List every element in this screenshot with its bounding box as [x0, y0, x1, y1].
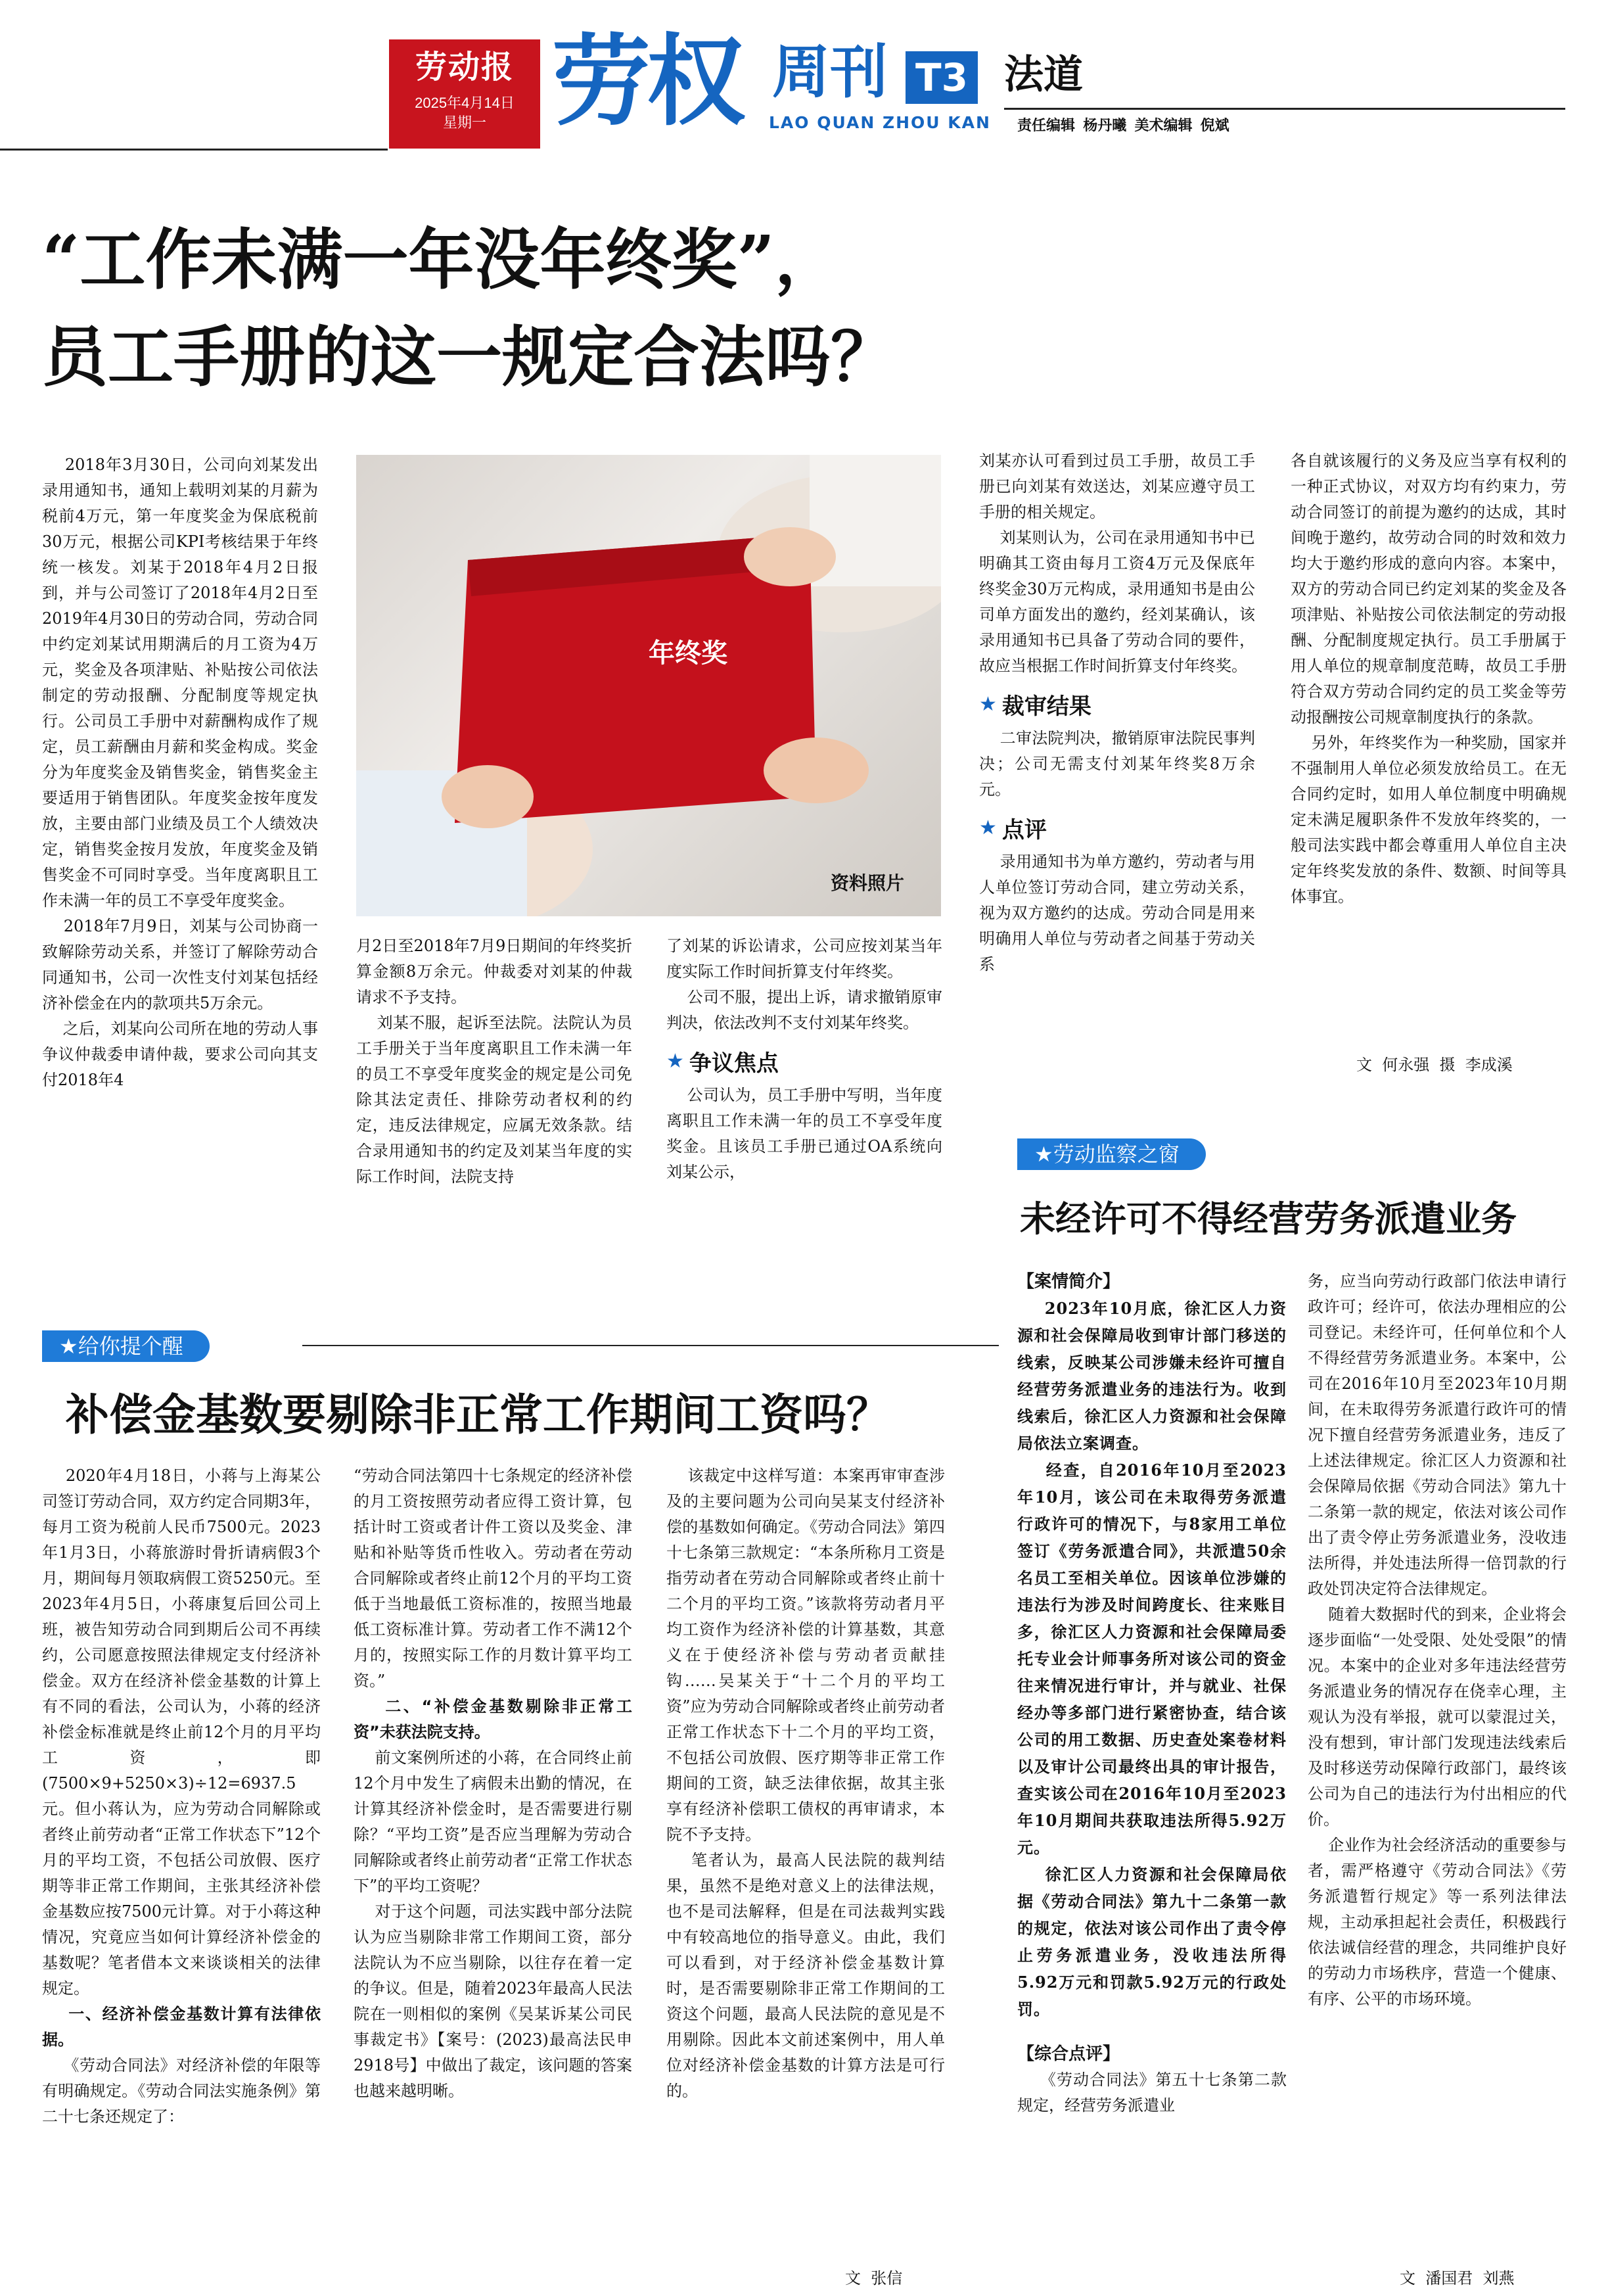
labor-column-2	[1308, 1269, 1567, 2261]
labor-comment-start: 《劳动合同法》第五十七条第二款规定，经营劳务派遣业	[1017, 2071, 1287, 2115]
supplement-title-zhoukan: 周刊	[772, 38, 888, 106]
main-body-3a: 了刘某的诉讼请求，公司应按刘某当年度实际工作时间折算支付年终奖。 公司不服，提出上诉，请求撤销原审判决，依法改判不支付刘某年终奖。	[666, 937, 942, 1032]
masthead-left-rule	[0, 149, 388, 151]
reminder-tag: ★给你提个醒	[42, 1330, 210, 1362]
photo-caption: 资料照片	[831, 872, 905, 894]
main-body-3b: 公司认为，员工手册中写明，当年度离职且工作未满一年的员工不享受年度奖金。且该员工手册已通过OA系统向刘某公示，	[666, 1086, 942, 1181]
labor-column-1	[1017, 1269, 1287, 2281]
issue-date: 2025年4月14日	[415, 95, 515, 111]
envelope-label: 年终奖	[649, 638, 727, 668]
labor-case-body: 2023年10月底，徐汇区人力资源和社会保障局收到审计部门移送的线索，反映某公司涉嫌未经许可擅自经营劳务派遣业务的违法行为。收到线索后，徐汇区人力资源和社会保障局依法立案调查。 经查，自2016年10月至2023年10月，该公司在未取得劳务派遣行政许可的情况下，与8家用工单位签订《劳务派遣合同》，共派遣50余名员工至相关单位。因该单位涉嫌的违法行为涉及时间跨度长、往来账目多，徐汇区人力资源和社会保障局委托专业会计师事务所对该公司的资金往来情况进行审计，并与就业、社保经办等多部门进行紧密协查，结合该公司的用工数据、历史查处案卷材料以及审计公司最终出具的审计报告，查实该公司在2016年10月至2023年10月期间共获取违法所得5.92万元。 徐汇区人力资源和社会保障局依据《劳动合同法》第九十二条第一款的规定，依法对该公司作出了责令停止劳务派遣业务，没收违法所得5.92万元和罚款5.92万元的行政处罚。	[1017, 1299, 1287, 2019]
main-column-3	[666, 933, 942, 1288]
reminder-body-2a: “劳动合同法第四十七条规定的经济补偿的月工资按照劳动者应得工资计算，包括计时工资或者计件工资以及奖金、津贴和补贴等货币性收入。劳动者在劳动合同解除或者终止前12个月的平均工资低于当地最低工资标准的，按照当地最低工资标准计算。劳动者工作不满12个月的，按照实际工作的月数计算平均工资。”	[354, 1466, 632, 1690]
reminder-column-1	[42, 1463, 321, 2293]
labor-headline: 未经许可不得经营劳务派遣业务	[1020, 1198, 1517, 1240]
newspaper-logo-block	[389, 39, 540, 149]
main-body-5: 各自就该履行的义务及应当享有权利的一种正式协议，对双方均有约束力，劳动合同签订的前提为邀约的达成，其时间晚于邀约，故劳动合同的时效和效力均大于邀约形成的意向内容。本案中，双方的劳动合同已约定刘某的奖金及各项津贴、补贴按公司依法制定的劳动报酬、分配制度规定执行。员工手册属于用人单位的规章制度范畴，故员工手册符合双方劳动合同约定的员工奖金等劳动报酬按公司规章制度执行的条款。 另外，年终奖作为一种奖励，国家并不强制用人单位必须发放给员工。在无合同约定时，如用人单位制度中明确规定未满足履职条件不发放年终奖的，一般司法实践中都会尊重用人单位自主决定年终奖发放的条件、数额、时间等具体事宜。	[1291, 452, 1567, 906]
main-body-1: 2018年3月30日，公司向刘某发出录用通知书，通知上载明刘某的月薪为税前4万元，第一年度奖金为保底税前30万元，根据公司KPI考核结果于年终统一核发。刘某于2018年4月2日报到，并与公司签订了2018年4月2日至2019年4月30日的劳动合同，劳动合同中约定刘某试用期满后的月工资为4万元，奖金及各项津贴、补贴按公司依法制定的劳动报酬、分配制度等规定执行。公司员工手册中对薪酬构成作了规定，员工薪酬由月薪和奖金构成。奖金分为年度奖金及销售奖金，销售奖金主要适用于销售团队。年度奖金按年度发放，主要由部门业绩及员工个人绩效决定，销售奖金按月发放，年度奖金及销售奖金不可同时享受。当年度离职且工作未满一年的员工不享受年度奖金。 2018年7月9日，刘某与公司协商一致解除劳动关系，并签订了解除劳动合同通知书，公司一次性支付刘某包括经济补偿金在内的款项共5万余元。 之后，刘某向公司所在地的劳动人事争议仲裁委申请仲裁，要求公司向其支付2018年4	[42, 456, 318, 1089]
reminder-headline: 补偿金基数要剔除非正常工作期间工资吗？	[66, 1389, 890, 1440]
subhead-ruling	[979, 688, 1255, 720]
main-body-2: 月2日至2018年7月9日期间的年终奖折算金额8万余元。仲裁委对刘某的仲裁请求不予支持。 刘某不服，起诉至法院。法院认为员工手册关于当年度离职且工作未满一年的员工不享受年度奖金的规定是公司免除其法定责任、排除劳动者权利的约定，违反法律规定，应属无效条款。结合录用通知书的约定及刘某当年度的实际工作时间，法院支持	[356, 937, 632, 1186]
reminder-body-3: 该裁定中这样写道：本案再审审查涉及的主要问题为公司向吴某支付经济补偿的基数如何确定。《劳动合同法》第四十七条第三款规定：“本条所称月工资是指劳动者在劳动合同解除或者终止前十二个月的平均工资。”该款将劳动者月平均工资作为经济补偿的计算基数，其意义在于使经济补偿与劳动者贡献挂钩……吴某关于“十二个月的平均工资”应为劳动合同解除或者终止前劳动者正常工作状态下十二个月的平均工资，不包括公司放假、医疗期等非正常工作期间的工资，缺乏法律依据，故其主张享有经济补偿职工债权的再审请求，本院不予支持。 笔者认为，最高人民法院的裁判结果，虽然不是绝对意义上的法律法规，也不是司法解释，但是在司法裁判实践中有较高地位的指导意义。由此，我们可以看到，对于经济补偿金基数计算时，是否需要剔除非正常工作期间的工资这个问题，最高人民法院的意见是不用剔除。因此本文前述案例中，用人单位对经济补偿金基数的计算方法是可行的。	[666, 1466, 945, 2100]
main-body-4b: 二审法院判决，撤销原审法院民事判决；公司无需支付刘某年终奖8万余元。	[979, 729, 1255, 799]
reminder-body-1b: 《劳动合同法》对经济补偿的年限等有明确规定。《劳动合同法实施条例》第二十七条还规定了：	[42, 2056, 321, 2126]
main-headline-line1: “工作未满一年没年终奖”，	[42, 221, 841, 298]
labor-comment-label: 【综合点评】	[1017, 2044, 1120, 2064]
photo-illustration	[356, 455, 941, 916]
reminder-tag-rule	[302, 1345, 999, 1346]
labor-tag: ★劳动监察之窗	[1017, 1138, 1206, 1170]
masthead-right-rule	[1004, 108, 1565, 110]
subhead-ruling-label: 裁审结果	[1001, 693, 1091, 720]
star-icon: ★	[666, 1050, 684, 1073]
reminder-column-2	[354, 1463, 632, 2293]
subhead-dispute-focus-label: 争议焦点	[689, 1050, 779, 1077]
issue-weekday: 星期一	[442, 114, 486, 131]
subhead-comment	[979, 812, 1255, 844]
year-end-bonus-photo	[356, 455, 941, 916]
reminder-body-2b: 前文案例所述的小蒋，在合同终止前12个月中发生了病假未出勤的情况，在计算其经济补偿金时，是否需要进行剔除？“平均工资”是否应当理解为劳动合同解除或者终止前劳动者“正常工作状态下”的平均工资呢？ 对于这个问题，司法实践中部分法院认为应当剔除非常工作期间工资，部分法院认为不应当剔除，以往存在着一定的争议。但是，随着2023年最高人民法院在一则相似的案例《吴某诉某公司民事裁定书》【案号：(2023)最高法民申2918号】中做出了裁定，该问题的答案也越来越明晰。	[354, 1748, 632, 2100]
supplement-title-big: 劳权	[552, 25, 742, 139]
main-column-4	[979, 448, 1255, 1106]
reminder-body-1: 2020年4月18日，小蒋与上海某公司签订劳动合同，双方约定合同期3年，每月工资为税前人民币7500元。2023年1月3日，小蒋旅游时骨折请病假3个月，期间每月领取病假工资5250元。至2023年4月5日，小蒋康复后回公司上班，被告知劳动合同到期后公司不再续约，公司愿意按照法律规定支付经济补偿金。双方在经济补偿金基数的计算上有不同的看法，公司认为，小蒋的经济补偿金标准就是终止前12个月的月平均工资，即(7500×9+5250×3)÷12=6937.5元。但小蒋认为，应为劳动合同解除或者终止前劳动者“正常工作状态下”12个月的平均工资，不包括公司放假、医疗期等非正常工作期间，主张其经济补偿金基数应按7500元计算。对于小蒋这种情况，究竟应当如何计算经济补偿金的基数呢？笔者借本文来谈谈相关的法律规定。	[42, 1466, 321, 1998]
main-body-4a: 刘某亦认可看到过员工手册，故员工手册已向刘某有效送达，刘某应遵守员工手册的相关规定。 刘某则认为，公司在录用通知书中已明确其工资由每月工资4万元及保底年终奖金30万元构成，录用通知书是由公司单方面发出的邀约，经刘某确认，该录用通知书已具备了劳动合同的要件，故应当根据工作时间折算支付年终奖。	[979, 452, 1255, 675]
main-byline: 文 何永强 摄 李成溪	[1356, 1056, 1513, 1074]
labor-body-2: 务，应当向劳动行政部门依法申请行政许可；经许可，依法办理相应的公司登记。未经许可，任何单位和个人不得经营劳务派遣业务。本案中，公司在2016年10月至2023年10月期间，在未取得劳务派遣行政许可的情况下擅自经营劳务派遣业务，违反了上述法律规定。徐汇区人力资源和社会保障局依据《劳动合同法》第九十二条第一款的规定，依法对该公司作出了责令停止劳务派遣业务，没收违法所得，并处违法所得一倍罚款的行政处罚决定符合法律规定。 随着大数据时代的到来，企业将会逐步面临“一处受限、处处受限”的情况。本案中的企业对多年违法经营劳务派遣业务的情况存在侥幸心理，主观认为没有举报，就可以蒙混过关，没有想到，审计部门发现违法线索后及时移送劳动保障行政部门，最终该公司为自己的违法行为付出相应的代价。 企业作为社会经济活动的重要参与者，需严格遵守《劳动合同法》《劳务派遣暂行规定》等一系列法律法规，主动承担起社会责任，积极践行依法诚信经营的理念，共同维护良好的劳动力市场秩序，营造一个健康、有序、公平的市场环境。	[1308, 1272, 1567, 2008]
labor-byline: 文 潘国君 刘燕	[1400, 2269, 1515, 2287]
main-column-5	[1291, 448, 1567, 1053]
reminder-heading-1: 一、经济补偿金基数计算有法律依据。	[42, 2005, 321, 2049]
reminder-heading-2: 二、“补偿金基数剔除非正常工资”未获法院支持。	[354, 1697, 632, 1741]
section-name: 法道	[1004, 52, 1083, 98]
subhead-comment-label: 点评	[1001, 817, 1047, 843]
main-column-1	[42, 452, 318, 1288]
main-headline-line2: 员工手册的这一规定合法吗？	[42, 318, 896, 396]
main-column-2	[356, 933, 632, 1288]
edition-badge: T3	[906, 51, 978, 104]
newspaper-logo: 劳动报	[415, 49, 514, 85]
star-icon: ★	[979, 816, 997, 839]
subhead-dispute-focus	[666, 1045, 942, 1077]
editors-line: 责任编辑 杨丹曦 美术编辑 倪斌	[1017, 117, 1229, 133]
star-icon: ★	[979, 693, 997, 716]
reminder-column-3	[666, 1463, 945, 2264]
labor-case-label: 【案情简介】	[1017, 1272, 1120, 1292]
reminder-byline: 文 张信	[845, 2269, 903, 2287]
main-body-4c: 录用通知书为单方邀约，劳动者与用人单位签订劳动合同，建立劳动关系，视为双方邀约的达成。劳动合同是用来明确用人单位与劳动者之间基于劳动关系	[979, 853, 1255, 973]
supplement-pinyin: LAO QUAN ZHOU KAN	[769, 113, 991, 132]
